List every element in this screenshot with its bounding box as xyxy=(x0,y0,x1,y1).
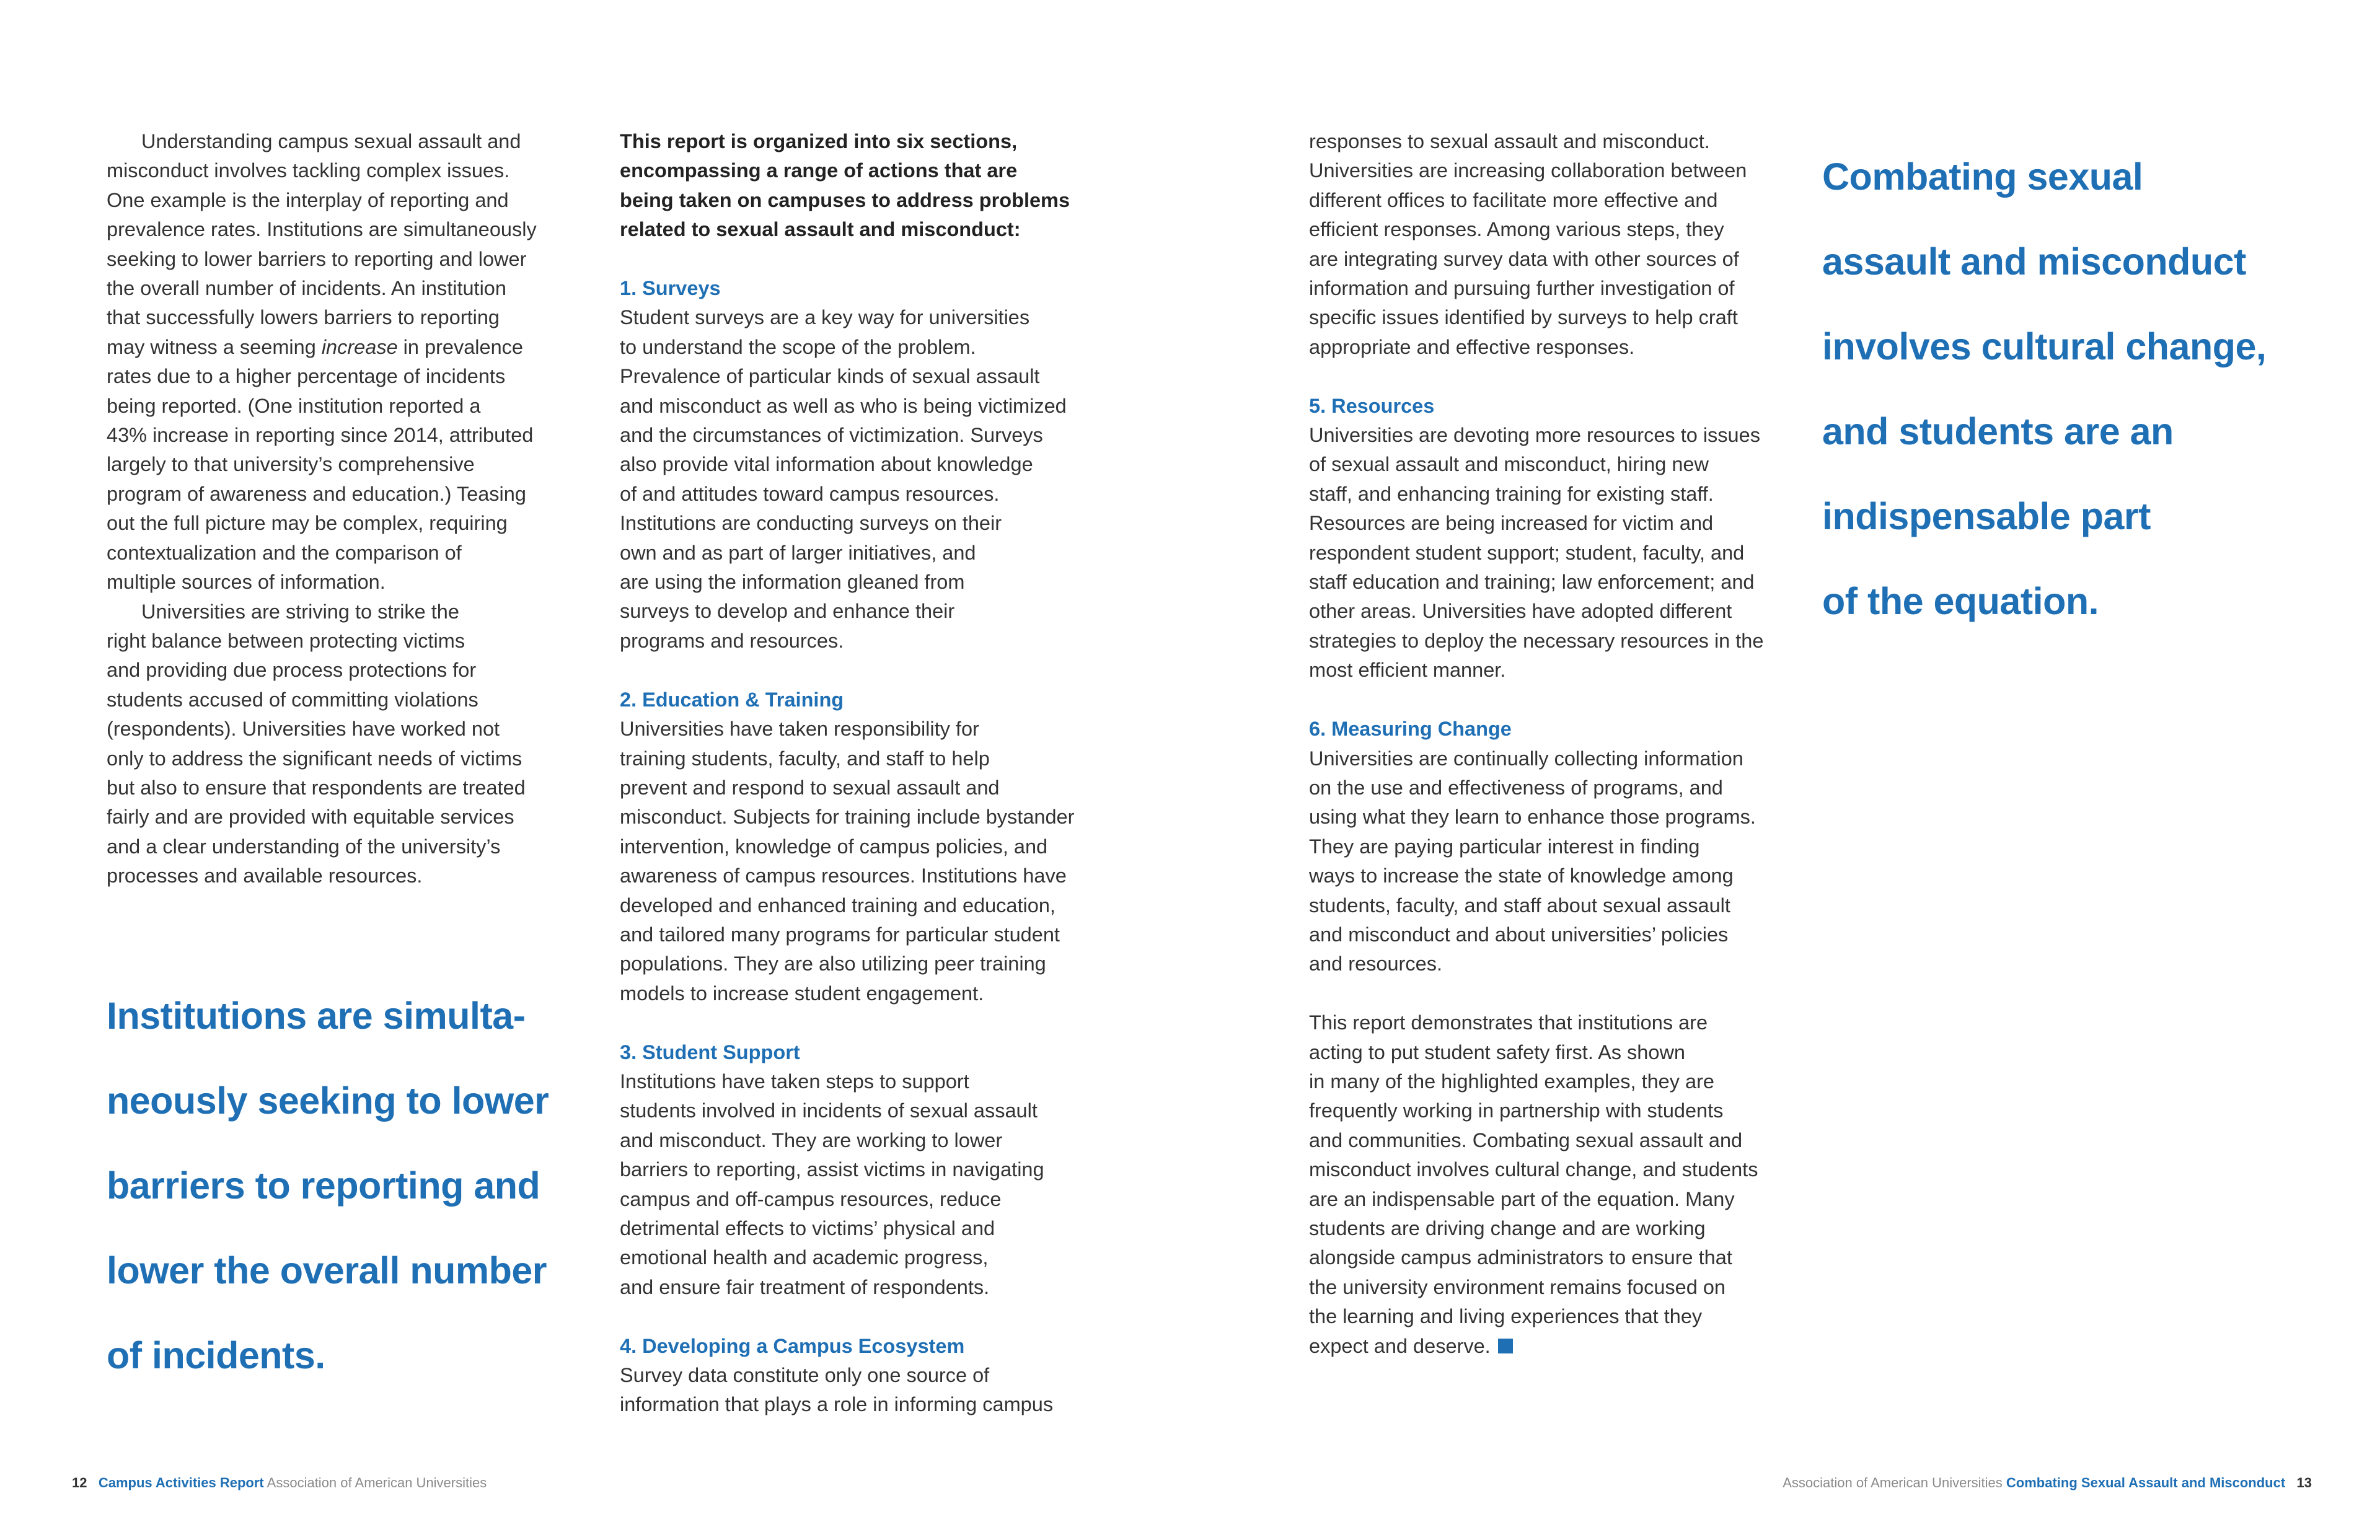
text-line: students, faculty, and staff about sexual assault xyxy=(1309,894,1730,917)
section-text-ecosystem-continued xyxy=(1309,127,1817,362)
text-line: awareness of campus resources. Institutions have xyxy=(620,865,1067,887)
text-run: may witness a seeming xyxy=(107,335,322,358)
text-line: on the use and effectiveness of programs, and xyxy=(1309,776,1723,799)
text-line: Universities are increasing collaboration between xyxy=(1309,159,1747,182)
text-line: different offices to facilitate more effective and xyxy=(1309,188,1718,211)
text-line: staff, and enhancing training for existing staff. xyxy=(1309,482,1714,505)
text-run: expect and deserve. xyxy=(1309,1334,1491,1357)
section-heading-ecosystem: 4. Developing a Campus Ecosystem xyxy=(620,1334,965,1357)
text-line: multiple sources of information. xyxy=(107,571,386,594)
page-number: 12 xyxy=(72,1475,87,1490)
report-title: Campus Activities Report xyxy=(98,1475,264,1490)
text-line: Institutions are simulta- xyxy=(107,995,526,1037)
text-line: This report is organized into six sections, xyxy=(620,130,1018,152)
page-number: 13 xyxy=(2296,1475,2312,1490)
text-line: most efficient manner. xyxy=(1309,659,1506,682)
text-line: This report demonstrates that institutions are xyxy=(1309,1011,1708,1034)
text-line: campus and off-campus resources, reduce xyxy=(620,1187,1002,1210)
text-line: being taken on campuses to address problems xyxy=(620,188,1070,211)
text-line: contextualization and the comparison of xyxy=(107,541,462,564)
text-line: and ensure fair treatment of respondents. xyxy=(620,1275,990,1298)
section-text-education xyxy=(620,715,1153,1008)
text-line: of incidents. xyxy=(107,1334,325,1376)
section-text-resources xyxy=(1309,421,1817,685)
text-line: assault and misconduct xyxy=(1822,240,2246,283)
text-line: Survey data constitute only one source of xyxy=(620,1364,990,1386)
closing-paragraph xyxy=(1309,1008,1817,1361)
text-line: involves cultural change, xyxy=(1822,325,2267,367)
footer-left xyxy=(72,1474,487,1492)
text-line: information and pursuing further investigation of xyxy=(1309,277,1735,300)
text-line: indispensable part xyxy=(1822,495,2151,537)
text-line: Student surveys are a key way for universities xyxy=(620,306,1030,329)
text-line: emotional health and academic progress, xyxy=(620,1246,989,1269)
text-line: out the full picture may be complex, requiring xyxy=(107,512,508,535)
section-heading-resources: 5. Resources xyxy=(1309,394,1435,417)
balance-paragraph xyxy=(107,597,578,891)
text-line: lower the overall number xyxy=(107,1249,547,1291)
text-line: respondent student support; student, faculty, and xyxy=(1309,541,1745,564)
text-line: Prevalence of particular kinds of sexual assault xyxy=(620,365,1040,388)
text-line: developed and enhanced training and education, xyxy=(620,894,1056,917)
text-line: strategies to deploy the necessary resources in the xyxy=(1309,629,1764,652)
text-line: prevalence rates. Institutions are simultaneously xyxy=(107,218,537,241)
text-line: are using the information gleaned from xyxy=(620,571,965,594)
text-line: the overall number of incidents. An institution xyxy=(107,277,506,300)
section-text-student-support xyxy=(620,1067,1153,1302)
text-line: and providing due process protections for xyxy=(107,659,477,682)
footer-right xyxy=(1783,1474,2312,1492)
text-line: barriers to reporting and xyxy=(107,1164,540,1207)
text-line: and misconduct and about universities’ policies xyxy=(1309,923,1729,946)
italic-line xyxy=(107,333,578,362)
text-line: ways to increase the state of knowledge among xyxy=(1309,865,1734,887)
text-line: only to address the significant needs of victims xyxy=(107,747,522,770)
text-line: and tailored many programs for particular student xyxy=(620,923,1060,946)
text-line: Understanding campus sexual assault and xyxy=(141,130,521,152)
italic-word: increase xyxy=(321,335,398,358)
text-line: students accused of committing violations xyxy=(107,688,478,711)
text-line: misconduct involves tackling complex issues. xyxy=(107,159,510,182)
right-page xyxy=(1190,0,2380,1540)
section-text-measuring-change xyxy=(1309,744,1817,979)
text-line: populations. They are also utilizing peer training xyxy=(620,953,1046,975)
text-line: are integrating survey data with other sources of xyxy=(1309,247,1739,270)
section-heading-measuring-change: 6. Measuring Change xyxy=(1309,718,1512,741)
end-mark-icon xyxy=(1498,1339,1513,1353)
pull-quote-right xyxy=(1822,115,2343,662)
text-line: 43% increase in reporting since 2014, attributed xyxy=(107,424,534,447)
text-line: and resources. xyxy=(1309,953,1442,975)
report-title: Combating Sexual Assault and Misconduct xyxy=(2006,1475,2286,1490)
text-line: of sexual assault and misconduct, hiring new xyxy=(1309,453,1709,476)
text-line: processes and available resources. xyxy=(107,865,423,887)
text-line: own and as part of larger initiatives, and xyxy=(620,541,976,564)
closing-last-line xyxy=(1309,1332,1817,1361)
text-line: program of awareness and education.) Teasing xyxy=(107,482,526,505)
text-line: but also to ensure that respondents are treated xyxy=(107,776,526,799)
text-line: Universities have taken responsibility for xyxy=(620,718,979,741)
body-column-3 xyxy=(1309,127,1817,1361)
text-line: Resources are being increased for victim and xyxy=(1309,512,1714,535)
body-column-1 xyxy=(107,127,578,891)
text-line: the university environment remains focused on xyxy=(1309,1275,1726,1298)
text-line: barriers to reporting, assist victims in navigating xyxy=(620,1158,1044,1181)
text-line: (respondents). Universities have worked not xyxy=(107,718,500,741)
section-heading-education: 2. Education & Training xyxy=(620,688,844,711)
text-line: staff education and training; law enforcement; and xyxy=(1309,571,1755,594)
text-line: fairly and are provided with equitable services xyxy=(107,806,514,829)
text-line: and the circumstances of victimization. Surveys xyxy=(620,424,1043,447)
text-line: Universities are striving to strike the xyxy=(141,600,459,623)
pull-quote-left xyxy=(107,954,602,1417)
text-line: detrimental effects to victims’ physical and xyxy=(620,1217,995,1239)
text-line: rates due to a higher percentage of incidents xyxy=(107,365,506,388)
text-line: Universities are continually collecting information xyxy=(1309,747,1743,770)
text-line: neously seeking to lower xyxy=(107,1080,549,1122)
text-line: of the equation. xyxy=(1822,580,2099,622)
text-line: encompassing a range of actions that are xyxy=(620,159,1018,182)
section-heading-student-support: 3. Student Support xyxy=(620,1041,800,1063)
text-line: models to increase student engagement. xyxy=(620,982,984,1005)
text-line: acting to put student safety first. As shown xyxy=(1309,1041,1685,1063)
text-run: in prevalence xyxy=(397,335,524,358)
text-line: of and attitudes toward campus resources. xyxy=(620,482,1000,505)
text-line: that successfully lowers barriers to reporting xyxy=(107,306,500,329)
text-line: students involved in incidents of sexual assault xyxy=(620,1099,1038,1122)
text-line: Institutions are conducting surveys on their xyxy=(620,512,1002,535)
text-line: being reported. (One institution reported a xyxy=(107,394,481,417)
organization-name: Association of American Universities xyxy=(267,1475,487,1490)
text-line: Universities are devoting more resources to issues xyxy=(1309,424,1760,447)
text-line: specific issues identified by surveys to help craft xyxy=(1309,306,1738,329)
sections-intro xyxy=(620,127,1153,245)
organization-name: Association of American Universities xyxy=(1783,1475,2003,1490)
text-line: appropriate and effective responses. xyxy=(1309,335,1635,358)
text-line: Institutions have taken steps to support xyxy=(620,1070,969,1093)
text-line: also provide vital information about knowledge xyxy=(620,453,1033,476)
text-line: They are paying particular interest in finding xyxy=(1309,835,1700,858)
text-line: prevent and respond to sexual assault and xyxy=(620,776,1000,799)
text-line: misconduct. Subjects for training include bystander xyxy=(620,806,1075,829)
text-line: and communities. Combating sexual assault and xyxy=(1309,1129,1743,1151)
text-line: right balance between protecting victims xyxy=(107,629,465,652)
text-line: surveys to develop and enhance their xyxy=(620,600,955,623)
intro-paragraph xyxy=(107,127,578,597)
text-line: alongside campus administrators to ensure that xyxy=(1309,1246,1732,1269)
section-heading-surveys: 1. Surveys xyxy=(620,277,721,300)
text-line: and misconduct. They are working to lower xyxy=(620,1129,1003,1151)
body-column-2 xyxy=(620,127,1153,1420)
text-line: the learning and living experiences that they xyxy=(1309,1305,1703,1328)
text-line: related to sexual assault and misconduct: xyxy=(620,218,1021,241)
text-line: frequently working in partnership with students xyxy=(1309,1099,1724,1122)
text-line: One example is the interplay of reporting and xyxy=(107,188,509,211)
text-line: seeking to lower barriers to reporting and lower xyxy=(107,247,527,270)
text-line: intervention, knowledge of campus policies, and xyxy=(620,835,1048,858)
text-line: largely to that university’s comprehensive xyxy=(107,453,475,476)
text-line: and students are an xyxy=(1822,410,2174,452)
text-line: in many of the highlighted examples, they are xyxy=(1309,1070,1714,1093)
text-line: and a clear understanding of the university’s xyxy=(107,835,501,858)
text-line: are an indispensable part of the equation. Many xyxy=(1309,1187,1735,1210)
text-line: efficient responses. Among various steps, they xyxy=(1309,218,1724,241)
text-line: and misconduct as well as who is being victimized xyxy=(620,394,1067,417)
text-line: Combating sexual xyxy=(1822,156,2143,198)
text-line: information that plays a role in informing campus xyxy=(620,1393,1054,1416)
text-line: responses to sexual assault and misconduct. xyxy=(1309,130,1710,152)
text-line: to understand the scope of the problem. xyxy=(620,335,976,358)
text-line: students are driving change and are working xyxy=(1309,1217,1706,1239)
text-line: other areas. Universities have adopted different xyxy=(1309,600,1732,623)
section-text-surveys xyxy=(620,303,1153,656)
text-line: using what they learn to enhance those programs. xyxy=(1309,806,1756,829)
text-line: misconduct involves cultural change, and students xyxy=(1309,1158,1758,1181)
section-text-ecosystem xyxy=(620,1361,1153,1420)
text-line: training students, faculty, and staff to help xyxy=(620,747,990,770)
text-line: programs and resources. xyxy=(620,629,844,652)
